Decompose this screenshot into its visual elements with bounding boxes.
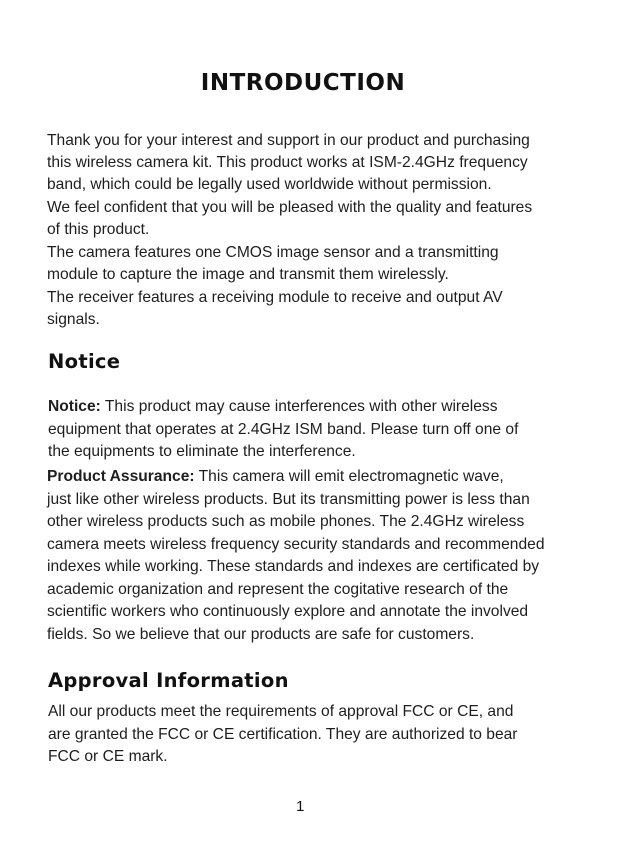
assurance-line: academic organization and represent the cogitative research of the: [47, 581, 509, 598]
intro-line: The camera features one CMOS image sensor and a transmitting: [47, 244, 499, 261]
approval-line: FCC or CE mark.: [48, 748, 168, 765]
assurance-line: other wireless products such as mobile phones. The 2.4GHz wireless: [47, 513, 525, 530]
intro-line: module to capture the image and transmit them wirelessly.: [47, 266, 449, 283]
assurance-line: just like other wireless products. But its transmitting power is less than: [47, 491, 530, 508]
intro-line: of this product.: [47, 221, 150, 238]
approval-heading: Approval Information: [48, 669, 289, 692]
notice-label: Notice:: [48, 398, 101, 415]
notice-line: [48, 396, 498, 418]
notice-heading: Notice: [48, 350, 121, 373]
notice-text: This product may cause interferences with other wireless: [100, 398, 498, 415]
assurance-text: This camera will emit electromagnetic wave,: [194, 468, 504, 485]
approval-line: are granted the FCC or CE certification. They are authorized to bear: [48, 726, 518, 743]
assurance-line: scientific workers who continuously explore and annotate the involved: [47, 603, 529, 620]
assurance-line: fields. So we believe that our products are safe for customers.: [47, 626, 475, 643]
intro-line: signals.: [47, 311, 100, 328]
assurance-label: Product Assurance:: [47, 468, 195, 485]
approval-line: All our products meet the requirements of approval FCC or CE, and: [48, 703, 514, 720]
page-number: 1: [296, 798, 305, 815]
assurance-line: indexes while working. These standards and indexes are certificated by: [47, 558, 540, 575]
notice-line: equipment that operates at 2.4GHz ISM band. Please turn off one of: [48, 421, 519, 438]
notice-line: the equipments to eliminate the interference.: [48, 443, 356, 460]
intro-line: this wireless camera kit. This product works at ISM-2.4GHz frequency: [47, 154, 528, 171]
intro-line: Thank you for your interest and support in our product and purchasing: [47, 132, 530, 149]
intro-line: band, which could be legally used worldwide without permission.: [47, 176, 492, 193]
intro-line: The receiver features a receiving module to receive and output AV: [47, 289, 503, 306]
page-title: INTRODUCTION: [200, 70, 406, 96]
assurance-line: camera meets wireless frequency security standards and recommended: [47, 536, 545, 553]
intro-line: We feel confident that you will be pleased with the quality and features: [47, 199, 533, 216]
assurance-line: [47, 466, 504, 488]
